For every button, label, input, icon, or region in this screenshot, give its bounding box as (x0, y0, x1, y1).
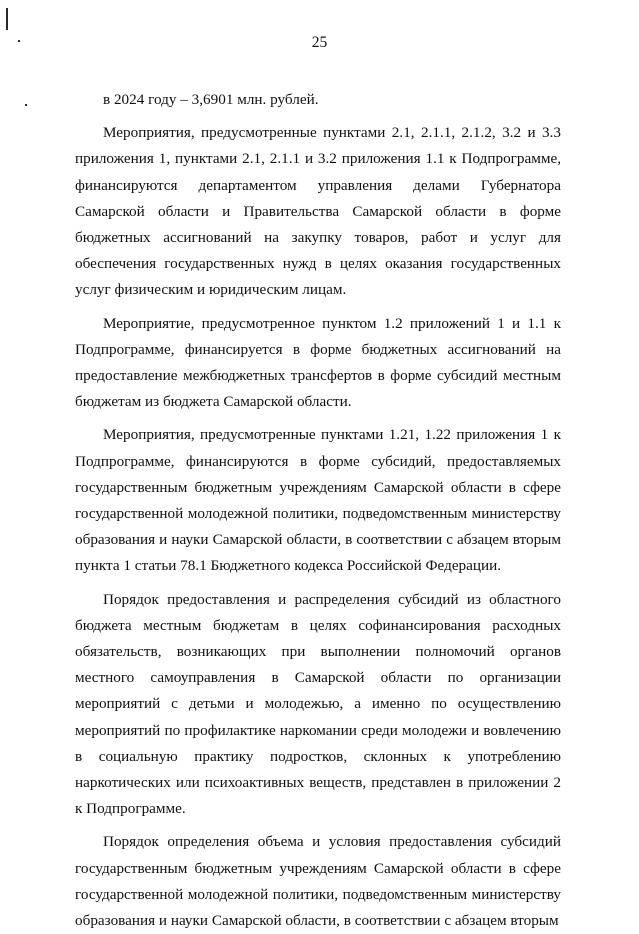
paragraph: Мероприятия, предусмотренные пунктами 2.1, 2.1.1, 2.1.2, 3.2 и 3.3 приложения 1, пунктами 2.1, 2.1.1 и 3.2 приложения 1.1 к Подпрограмме, финансируются департаментом управления делами Губернатора Самарской области и Правительства Самарской области в форме бюджетных ассигнований на закупку товаров, работ и услуг для обеспечения государственных нужд в целях оказания государственных услуг физическим и юридическим лицам. (75, 124, 561, 299)
page-number: 25 (311, 34, 328, 51)
paragraph: в 2024 году – 3,6901 млн. рублей. (103, 91, 319, 108)
paragraph: Порядок предоставления и распределения субсидий из областного бюджета местным бюджетам в целях софинансирования расходных обязательств, возникающих при выполнении полномочий органов местного самоуправления в Самарской области по организации мероприятий с детьми и молодежью, а именно по осуществлению мероприятий по профилактике наркомании среди молодежи и вовлечению в социальную практику подростков, склонных к употреблению наркотических или психоактивных веществ, представлен в приложении 2 к Подпрограмме. (75, 590, 561, 818)
scan-mark-left-mid (25, 104, 27, 106)
scan-mark-top-left (6, 8, 8, 30)
document-body (75, 87, 561, 934)
paragraph: Мероприятия, предусмотренные пунктами 1.21, 1.22 приложения 1 к Подпрограмме, финансируются в форме субсидий, предоставляемых государственным бюджетным учреждениям Самарской области в сфере государственной молодежной политики, подведомственным министерству образования и науки Самарской области, в соответствии с абзацем вторым пункта 1 статьи 78.1 Бюджетного кодекса Российской Федерации. (75, 426, 561, 575)
paragraph: Порядок определения объема и условия предоставления субсидий государственным бюджетным учреждениям Самарской области в сфере государственной молодежной политики, подведомственным министерству образования и науки Самарской области, в соответствии с абзацем вторым (75, 833, 561, 930)
paragraph: Мероприятие, предусмотренное пунктом 1.2 приложений 1 и 1.1 к Подпрограмме, финансируется в форме бюджетных ассигнований на предоставление межбюджетных трансфертов в форме субсидий местным бюджетам из бюджета Самарской области. (75, 314, 561, 411)
